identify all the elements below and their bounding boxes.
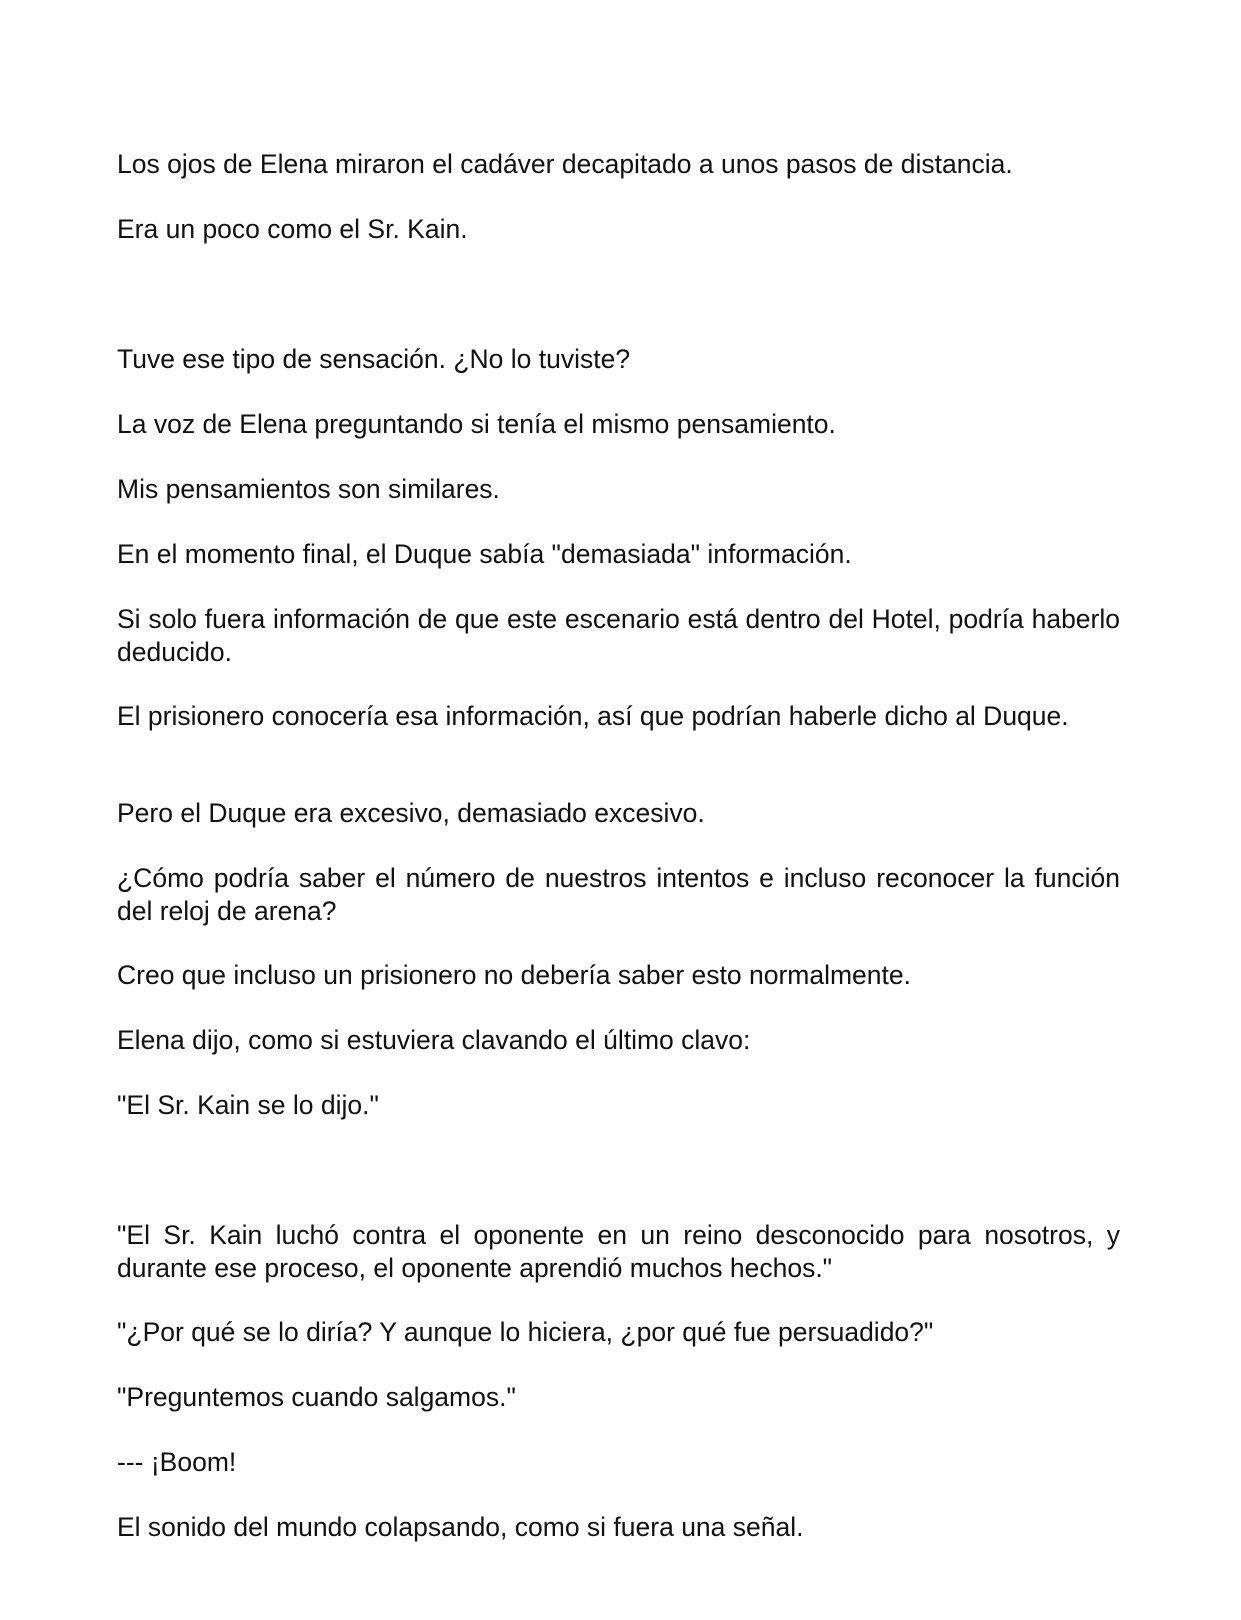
paragraph-8: El prisionero conocería esa información, así que podrían haberle dicho al Duque.	[117, 701, 1069, 731]
paragraph-7: Si solo fuera información de que este escenario está dentro del Hotel, podría haberlo deducido.	[117, 604, 1120, 667]
paragraph-9: Pero el Duque era excesivo, demasiado excesivo.	[117, 798, 705, 828]
paragraph-5: Mis pensamientos son similares.	[117, 474, 500, 504]
paragraph-13: "El Sr. Kain se lo dijo."	[117, 1090, 379, 1120]
paragraph-18: El sonido del mundo colapsando, como si fuera una señal.	[117, 1512, 804, 1542]
paragraph-2: Era un poco como el Sr. Kain.	[117, 214, 468, 244]
paragraph-11: Creo que incluso un prisionero no debería saber esto normalmente.	[117, 960, 911, 990]
paragraph-6: En el momento final, el Duque sabía "demasiada" información.	[117, 539, 852, 569]
paragraph-10: ¿Cómo podría saber el número de nuestros intentos e incluso reconocer la función del reloj de arena?	[117, 863, 1120, 926]
paragraph-4: La voz de Elena preguntando si tenía el mismo pensamiento.	[117, 409, 836, 439]
paragraph-17: --- ¡Boom!	[117, 1447, 237, 1477]
paragraph-16: "Preguntemos cuando salgamos."	[117, 1382, 516, 1412]
paragraph-15: "¿Por qué se lo diría? Y aunque lo hiciera, ¿por qué fue persuadido?"	[117, 1317, 934, 1347]
paragraph-14: "El Sr. Kain luchó contra el oponente en un reino desconocido para nosotros, y durante ese proceso, el oponente aprendió muchos hechos."	[117, 1220, 1120, 1283]
paragraph-3: Tuve ese tipo de sensación. ¿No lo tuviste?	[117, 344, 631, 374]
paragraph-1: Los ojos de Elena miraron el cadáver decapitado a unos pasos de distancia.	[117, 149, 1013, 179]
paragraph-12: Elena dijo, como si estuviera clavando el último clavo:	[117, 1025, 751, 1055]
